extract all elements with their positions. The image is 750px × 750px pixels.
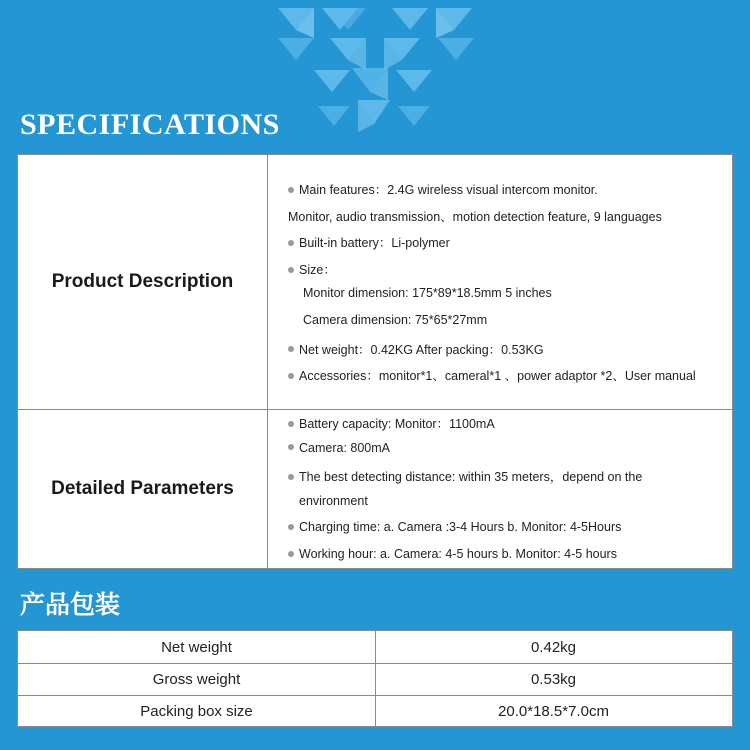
packing-key: Gross weight	[18, 664, 376, 695]
bullet-icon	[288, 474, 294, 480]
detailed-parameters-label: Detailed Parameters	[18, 410, 268, 568]
line-text: Size：	[299, 262, 336, 277]
detailed-parameters-line	[288, 520, 621, 534]
line-text: Battery capacity: Monitor：1100mA	[299, 417, 495, 431]
packing-table	[17, 630, 733, 727]
line-text: Camera: 800mA	[299, 440, 391, 455]
packing-value: 0.42kg	[530, 638, 577, 656]
product-description-line	[288, 366, 696, 384]
bullet-icon	[288, 240, 294, 246]
product-description-line	[288, 207, 662, 225]
detailed-parameters-line	[288, 414, 495, 432]
bullet-icon	[288, 524, 294, 530]
line-text: Camera dimension: 75*65*27mm	[303, 313, 488, 327]
product-description-line	[288, 180, 598, 198]
bullet-icon	[288, 551, 294, 557]
packing-value: 0.53kg	[530, 671, 577, 688]
product-description-line	[303, 313, 487, 327]
packing-value: 20.0*18.5*7.0cm	[498, 703, 609, 720]
bullet-icon	[288, 421, 294, 427]
bullet-icon	[288, 267, 294, 273]
line-text: Working hour: a. Camera: 4-5 hours b. Monitor: 4-5 hours	[299, 547, 617, 561]
decorative-triangle-pattern	[270, 0, 480, 150]
product-description-line	[303, 286, 552, 300]
product-description-label: Product Description	[18, 155, 268, 409]
detailed-parameters-line	[299, 494, 368, 508]
specifications-table	[17, 154, 733, 569]
line-text: environment	[299, 493, 368, 508]
line-text: Built-in battery：Li-polymer	[299, 236, 450, 251]
packing-row	[18, 631, 732, 663]
detailed-parameters-line	[288, 467, 642, 485]
product-description-line	[288, 233, 450, 251]
packing-row	[18, 695, 732, 727]
detailed-parameters-line	[288, 547, 617, 561]
packing-key: Packing box size	[18, 696, 376, 727]
bullet-icon	[288, 444, 294, 450]
line-text: Accessories：monitor*1、cameral*1 、power adaptor *2、User manual	[299, 369, 696, 384]
line-text: The best detecting distance: within 35 meters，depend on the	[299, 470, 643, 485]
detailed-parameters-row	[18, 410, 732, 568]
line-text: Monitor, audio transmission、motion detection feature, 9 languages	[288, 209, 662, 224]
packing-heading: 产品包装	[20, 590, 121, 619]
product-description-line	[288, 260, 336, 278]
line-text: Charging time: a. Camera :3-4 Hours b. Monitor: 4-5Hours	[299, 520, 622, 535]
packing-key: Net weight	[18, 631, 376, 663]
bullet-icon	[288, 373, 294, 379]
product-description-row	[18, 155, 732, 410]
bullet-icon	[288, 187, 294, 193]
bullet-icon	[288, 346, 294, 352]
packing-row	[18, 663, 732, 695]
specifications-heading: SPECIFICATIONS	[20, 108, 280, 141]
product-description-line	[288, 340, 544, 358]
line-text: Net weight：0.42KG After packing：0.53KG	[299, 342, 544, 357]
line-text: Monitor dimension: 175*89*18.5mm 5 inches	[303, 286, 552, 301]
line-text: Main features：2.4G wireless visual intercom monitor.	[299, 183, 598, 197]
detailed-parameters-line	[288, 441, 390, 455]
